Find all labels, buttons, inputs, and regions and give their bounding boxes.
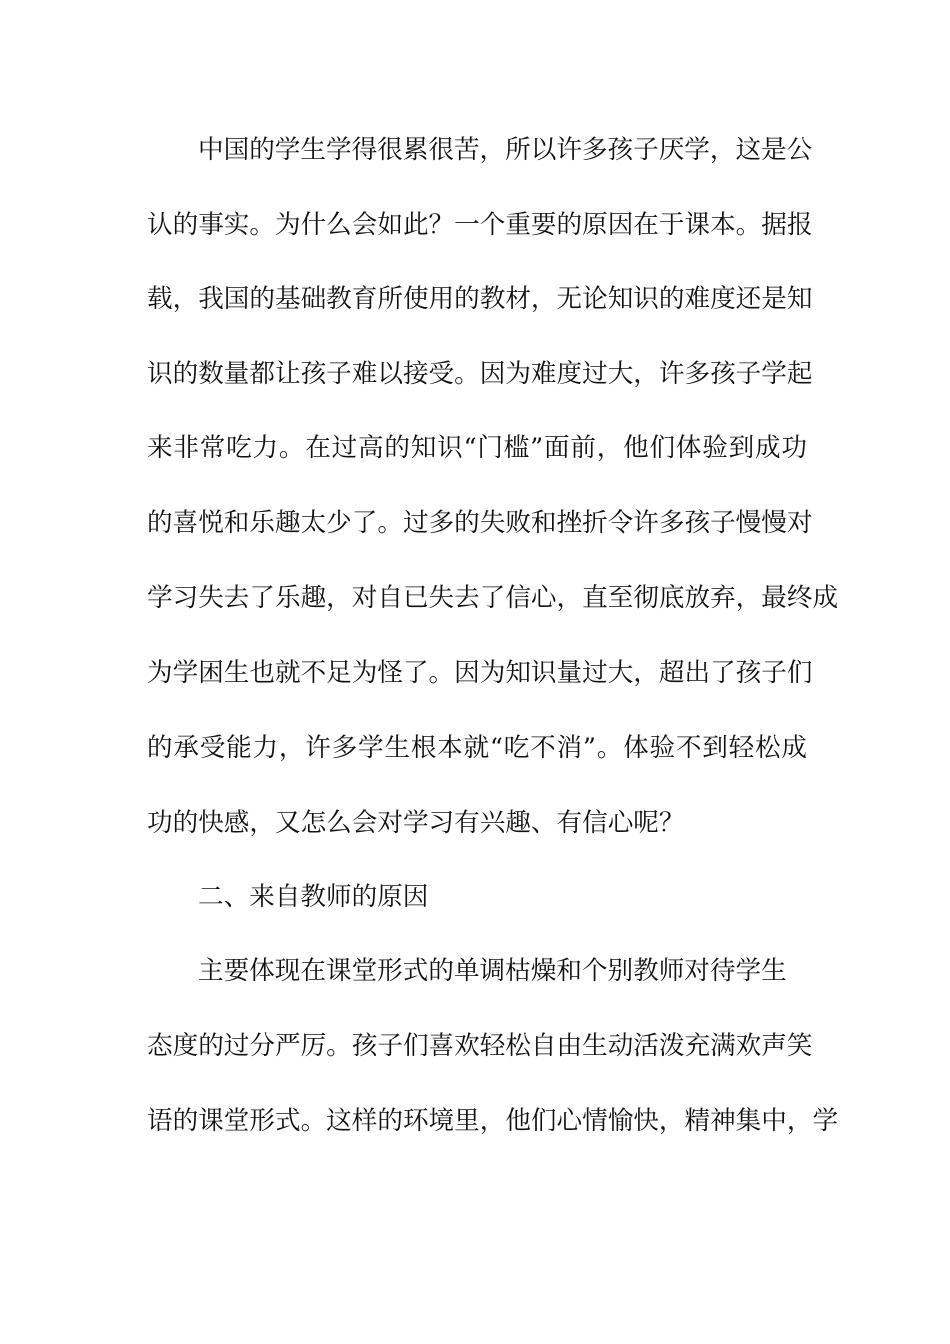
paragraph-line: 为学困生也就不足为怪了。因为知识量过大，超出了孩子们	[147, 658, 813, 688]
paragraph-line: 识的数量都让孩子难以接受。因为难度过大，许多孩子学起	[147, 359, 813, 389]
paragraph-line: 态度的过分严厉。孩子们喜欢轻松自由生动活泼充满欢声笑	[147, 1031, 813, 1061]
paragraph-line: 语的课堂形式。这样的环境里，他们心情愉快，精神集中，学	[147, 1106, 839, 1136]
paragraph-line: 来非常吃力。在过高的知识“门槛”面前，他们体验到成功	[147, 433, 807, 463]
paragraph-line: 主要体现在课堂形式的单调枯燥和个别教师对待学生	[198, 956, 787, 986]
paragraph-line: 功的快感，又怎么会对学习有兴趣、有信心呢？	[147, 808, 685, 838]
section-heading: 二、来自教师的原因	[198, 882, 429, 912]
paragraph-line: 认的事实。为什么会如此？一个重要的原因在于课本。据报	[147, 210, 813, 240]
paragraph-line: 中国的学生学得很累很苦，所以许多孩子厌学，这是公	[198, 135, 813, 165]
paragraph-line: 载，我国的基础教育所使用的教材，无论知识的难度还是知	[147, 284, 813, 314]
paragraph-line: 的承受能力，许多学生根本就“吃不消”。体验不到轻松成	[147, 733, 807, 763]
paragraph-line: 学习失去了乐趣，对自已失去了信心，直至彻底放弃，最终成	[147, 583, 839, 613]
paragraph-line: 的喜悦和乐趣太少了。过多的失败和挫折令许多孩子慢慢对	[147, 508, 813, 538]
